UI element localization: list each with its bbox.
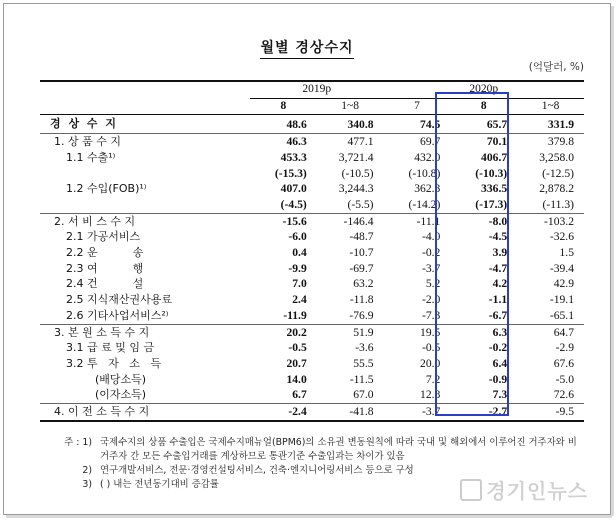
document-frame: [3, 3, 611, 515]
value-cell: 55.5: [353, 356, 374, 370]
row-label: (배당소득): [95, 372, 147, 386]
row-label: 2. 서 비 스 수 지: [40, 213, 250, 229]
value-cell: -11.1: [384, 213, 451, 229]
value-cell: 63.2: [353, 277, 374, 291]
header-blank: [40, 98, 250, 115]
month-header: 1~8: [317, 98, 384, 115]
value-cell: 3,721.4: [338, 150, 374, 164]
month-header-row: [40, 98, 584, 115]
value-cell: 7.3: [492, 388, 508, 402]
value-cell: -41.8: [317, 404, 384, 421]
footnote-text: 국제수지의 상품 수출입은 국제수지매뉴얼(BPM6)의 소유권 변동원칙에 따라 국내 및 해외에서 이루어진 거주자와 비거주자 간 모든 수출입거래를 계상하므로 통관기준 수출입과는 차이가 있음: [100, 437, 577, 462]
row-label: 3. 본 원 소 득 수 지: [40, 324, 250, 340]
value-cell: -0.5: [288, 341, 307, 355]
value-cell: 51.9: [317, 324, 384, 340]
value-cell: -2.4: [250, 404, 317, 421]
value-cell: 6.3: [450, 324, 517, 340]
row-label: 2.5 지식재산권사용료: [66, 293, 172, 307]
month-header: 7: [384, 98, 451, 115]
value-cell: 7.0: [292, 277, 307, 291]
value-cell: 64.7: [517, 324, 584, 340]
value-cell: (-10.5): [341, 166, 374, 180]
value-cell: -6.7: [488, 308, 508, 322]
value-cell: 432.0: [414, 150, 441, 164]
table-row: [40, 134, 584, 150]
table-row: [40, 276, 584, 292]
value-cell: -11.9: [283, 308, 307, 322]
value-cell: -146.4: [317, 213, 384, 229]
value-cell: -1.1: [488, 293, 508, 307]
value-cell: (-10.8): [408, 166, 441, 180]
value-cell: 69.7: [384, 134, 451, 150]
table-row: [40, 324, 584, 340]
table-row: [40, 181, 584, 197]
value-cell: 20.0: [420, 356, 441, 370]
row-label: 1.1 수출¹⁾: [66, 150, 116, 164]
value-cell: -3.6: [355, 341, 374, 355]
value-cell: 336.5: [481, 182, 508, 196]
value-cell: (-10.3): [475, 166, 508, 180]
table-row: [40, 356, 584, 372]
value-cell: -9.5: [517, 404, 584, 421]
value-cell: -48.7: [349, 230, 374, 244]
value-cell: -6.0: [288, 230, 307, 244]
value-cell: -19.1: [549, 293, 574, 307]
value-cell: -2.9: [555, 341, 574, 355]
row-label: 3.2 투 자 소 득: [66, 356, 161, 370]
value-cell: -8.0: [450, 213, 517, 229]
value-cell: 3,244.3: [338, 182, 374, 196]
value-cell: -10.7: [349, 246, 374, 260]
value-cell: 340.8: [347, 118, 374, 132]
value-cell: -0.5: [421, 341, 441, 355]
table-body: [40, 115, 584, 421]
value-cell: -0.9: [488, 372, 508, 386]
footnote-text: ( ) 내는 전년동기대비 증감률: [100, 479, 219, 490]
value-cell: 362.3: [414, 182, 441, 196]
row-label: 1.2 수입(FOB)¹⁾: [66, 182, 147, 196]
value-cell: -2.0: [421, 293, 441, 307]
page-title: 월별 경상수지: [4, 37, 610, 57]
footnote-mark: 2): [82, 465, 92, 476]
table-row: [40, 229, 584, 245]
value-cell: -4.5: [488, 230, 508, 244]
year-2020-header: 2020p: [384, 81, 584, 98]
value-cell: (-17.3): [475, 197, 508, 211]
row-label: 2.2 운 송: [66, 246, 144, 260]
value-cell: 0.4: [292, 246, 307, 260]
logo-icon: [460, 479, 482, 501]
value-cell: 331.9: [547, 118, 574, 132]
value-cell: 74.5: [420, 118, 441, 132]
row-label: 1. 상 품 수 지: [40, 134, 250, 150]
value-cell: 67.0: [353, 388, 374, 402]
value-cell: -0.2: [421, 246, 441, 260]
footnote: [44, 436, 584, 464]
table-row: [40, 115, 584, 134]
value-cell: 2,878.2: [539, 182, 574, 196]
value-cell: -69.7: [349, 261, 374, 275]
table-row: [40, 387, 584, 403]
row-label: 2.3 여 행: [66, 261, 144, 275]
footnote-mark: 주 : 1): [64, 437, 92, 448]
row-label: 3.1 급 료 및 임 금: [66, 341, 155, 355]
value-cell: 4.2: [492, 277, 508, 291]
value-cell: 70.1: [450, 134, 517, 150]
value-cell: 477.1: [317, 134, 384, 150]
row-label: 4. 이 전 소 득 수 지: [40, 404, 250, 421]
value-cell: (-4.5): [280, 197, 307, 211]
value-cell: 3,258.0: [539, 150, 574, 164]
value-cell: -32.6: [549, 230, 574, 244]
value-cell: 67.6: [553, 356, 574, 370]
header-blank: [40, 81, 250, 98]
value-cell: 48.6: [286, 118, 307, 132]
value-cell: -4.0: [421, 230, 441, 244]
value-cell: (-15.3): [274, 166, 307, 180]
value-cell: -3.7: [384, 404, 451, 421]
value-cell: 20.7: [286, 356, 307, 370]
row-label: [40, 197, 250, 213]
table-row: [40, 308, 584, 324]
row-label: 2.6 기타사업서비스²⁾: [66, 308, 169, 322]
year-2019-header: 2019p: [250, 81, 384, 98]
value-cell: -15.6: [250, 213, 317, 229]
value-cell: 20.2: [250, 324, 317, 340]
value-cell: 407.0: [280, 182, 307, 196]
value-cell: -39.4: [549, 261, 574, 275]
value-cell: (-14.2): [408, 197, 441, 211]
row-label: 2.1 가공서비스: [66, 230, 141, 244]
value-cell: -11.5: [349, 372, 374, 386]
value-cell: -65.1: [549, 308, 574, 322]
table-row: [40, 166, 584, 182]
value-cell: 1.5: [559, 246, 574, 260]
footnote-text: 연구개발서비스, 전문·경영컨설팅서비스, 건축·엔지니어링서비스 등으로 구성: [100, 465, 414, 476]
value-cell: 2.4: [292, 293, 307, 307]
value-cell: -11.8: [349, 293, 374, 307]
value-cell: -9.9: [288, 261, 307, 275]
table-row: [40, 213, 584, 229]
unit-label: (억달러, %): [528, 61, 584, 73]
row-label: [40, 166, 250, 182]
value-cell: -103.2: [517, 213, 584, 229]
month-header: 8: [250, 98, 317, 115]
table-row: [40, 404, 584, 421]
row-label: 경 상 수 지: [50, 117, 118, 131]
row-label: (이자소득): [95, 388, 147, 402]
year-header-row: [40, 81, 584, 98]
table-row: [40, 197, 584, 213]
value-cell: -2.7: [450, 404, 517, 421]
current-account-table: [40, 80, 584, 422]
value-cell: 6.7: [292, 388, 307, 402]
value-cell: (-11.3): [542, 197, 574, 211]
footnote-mark: 3): [82, 479, 92, 490]
table-row: [40, 292, 584, 308]
value-cell: (-12.5): [542, 166, 574, 180]
value-cell: 3.9: [492, 246, 508, 260]
row-label: 2.4 건 설: [66, 277, 144, 291]
value-cell: (-5.5): [347, 197, 374, 211]
value-cell: 14.0: [286, 372, 307, 386]
value-cell: 453.3: [280, 150, 307, 164]
table-row: [40, 340, 584, 356]
table-row: [40, 245, 584, 261]
value-cell: -4.7: [488, 261, 508, 275]
month-header: 8: [450, 98, 517, 115]
value-cell: -0.2: [488, 341, 508, 355]
value-cell: 46.3: [250, 134, 317, 150]
value-cell: 12.8: [420, 388, 441, 402]
value-cell: 65.7: [486, 118, 508, 132]
month-header: 1~8: [517, 98, 584, 115]
table-row: [40, 372, 584, 388]
value-cell: 6.4: [492, 356, 508, 370]
value-cell: 379.8: [517, 134, 584, 150]
value-cell: -5.0: [555, 372, 574, 386]
value-cell: 406.7: [481, 150, 508, 164]
watermark: 경기인뉴스: [460, 475, 588, 504]
value-cell: -3.7: [421, 261, 441, 275]
value-cell: 72.6: [553, 388, 574, 402]
table-row: [40, 150, 584, 166]
value-cell: 42.9: [553, 277, 574, 291]
value-cell: 5.2: [425, 277, 441, 291]
value-cell: 19.5: [384, 324, 451, 340]
value-cell: -76.9: [349, 308, 374, 322]
value-cell: -7.3: [421, 308, 441, 322]
table-row: [40, 261, 584, 277]
value-cell: 7.2: [425, 372, 441, 386]
